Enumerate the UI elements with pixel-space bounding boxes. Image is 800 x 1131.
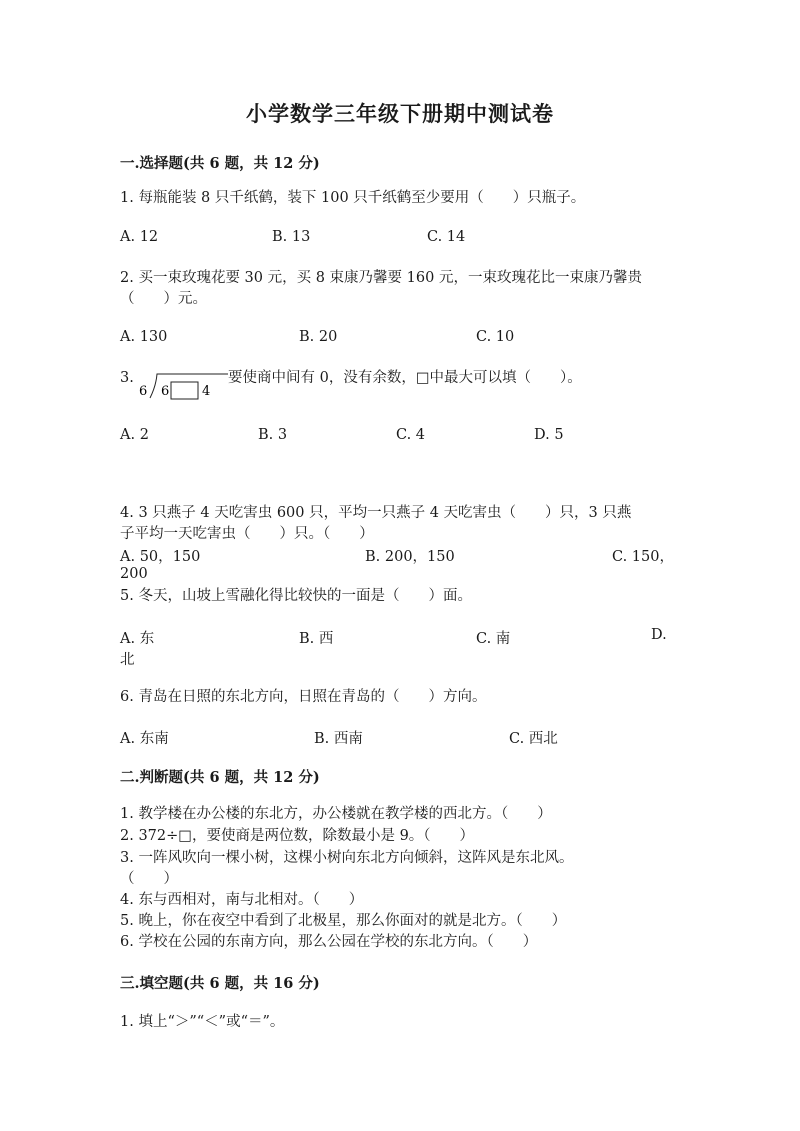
choice-q4-option-c: C. 150， bbox=[612, 549, 674, 565]
section-heading-choice: 一.选择题(共 6 题，共 12 分) bbox=[120, 155, 320, 172]
choice-q2-option-b: B. 20 bbox=[299, 329, 338, 345]
choice-q2-line1: 2. 买一束玫瑰花要 30 元，买 8 束康乃馨要 160 元，一束玫瑰花比一束康乃馨贵 bbox=[120, 270, 642, 286]
judge-item: 2. 372÷□，要使商是两位数，除数最小是 9。（ ） bbox=[120, 828, 475, 844]
blank-box bbox=[171, 382, 198, 399]
choice-q3-option-d: D. 5 bbox=[534, 427, 564, 443]
choice-q4-option-b: B. 200，150 bbox=[365, 549, 455, 565]
choice-q4-line2: 子平均一天吃害虫（ ）只。（ ） bbox=[120, 526, 374, 542]
choice-q2-option-a: A. 130 bbox=[120, 329, 168, 345]
choice-q5-text: 5. 冬天，山坡上雪融化得比较快的一面是（ ）面。 bbox=[120, 588, 472, 604]
division-divisor: 6 bbox=[139, 384, 148, 399]
choice-q6-option-b: B. 西南 bbox=[314, 731, 363, 747]
choice-q4-option-c-cont: 200 bbox=[120, 566, 148, 582]
judge-item: 4. 东与西相对，南与北相对。（ ） bbox=[120, 892, 364, 908]
choice-q1-text: 1. 每瓶能装 8 只千纸鹤，装下 100 只千纸鹤至少要用（ ）只瓶子。 bbox=[120, 190, 586, 206]
choice-q6-option-c: C. 西北 bbox=[509, 731, 558, 747]
choice-q4-line1: 4. 3 只燕子 4 天吃害虫 600 只，平均一只燕子 4 天吃害虫（ ）只，3 只燕 bbox=[120, 505, 632, 521]
choice-q1-option-b: B. 13 bbox=[272, 229, 311, 245]
choice-q3-option-b: B. 3 bbox=[258, 427, 288, 443]
choice-q4-option-a: A. 50，150 bbox=[120, 549, 201, 565]
judge-item: 5. 晚上，你在夜空中看到了北极星，那么你面对的就是北方。（ ） bbox=[120, 913, 567, 929]
section-heading-fill: 三.填空题(共 6 题，共 16 分) bbox=[120, 975, 320, 992]
choice-q5-option-a: A. 东 bbox=[120, 631, 155, 647]
choice-q6-text: 6. 青岛在日照的东北方向，日照在青岛的（ ）方向。 bbox=[120, 689, 487, 705]
fill-q1-text: 1. 填上“＞”“＜”或“＝”。 bbox=[120, 1014, 285, 1030]
section-heading-judge: 二.判断题(共 6 题，共 12 分) bbox=[120, 769, 320, 786]
choice-q1-option-a: A. 12 bbox=[120, 229, 159, 245]
division-dividend-left: 6 bbox=[161, 384, 170, 399]
judge-item: 6. 学校在公园的东南方向，那么公园在学校的东北方向。（ ） bbox=[120, 934, 538, 950]
judge-item-cont: （ ） bbox=[120, 871, 178, 887]
choice-q5-option-d-cont: 北 bbox=[120, 652, 135, 668]
choice-q2-line2: （ ）元。 bbox=[120, 291, 207, 307]
choice-q1-option-c: C. 14 bbox=[427, 229, 466, 245]
choice-q3-number: 3. bbox=[120, 370, 134, 386]
judge-item: 3. 一阵风吹向一棵小树，这棵小树向东北方向倾斜，这阵风是东北风。 bbox=[120, 850, 574, 866]
choice-q3-option-a: A. 2 bbox=[120, 427, 149, 443]
page-title: 小学数学三年级下册期中测试卷 bbox=[246, 101, 554, 126]
long-division-figure bbox=[137, 368, 229, 402]
choice-q2-option-c: C. 10 bbox=[476, 329, 515, 345]
choice-q5-option-b: B. 西 bbox=[299, 631, 334, 647]
judge-item: 1. 教学楼在办公楼的东北方，办公楼就在教学楼的西北方。（ ） bbox=[120, 806, 552, 822]
division-dividend-right: 4 bbox=[202, 384, 211, 399]
choice-q3-text: 要使商中间有 0，没有余数，□中最大可以填（ ）。 bbox=[228, 370, 582, 386]
choice-q5-option-c: C. 南 bbox=[476, 631, 511, 647]
choice-q3-option-c: C. 4 bbox=[396, 427, 426, 443]
choice-q6-option-a: A. 东南 bbox=[120, 731, 169, 747]
choice-q5-option-d: D. bbox=[651, 627, 667, 643]
